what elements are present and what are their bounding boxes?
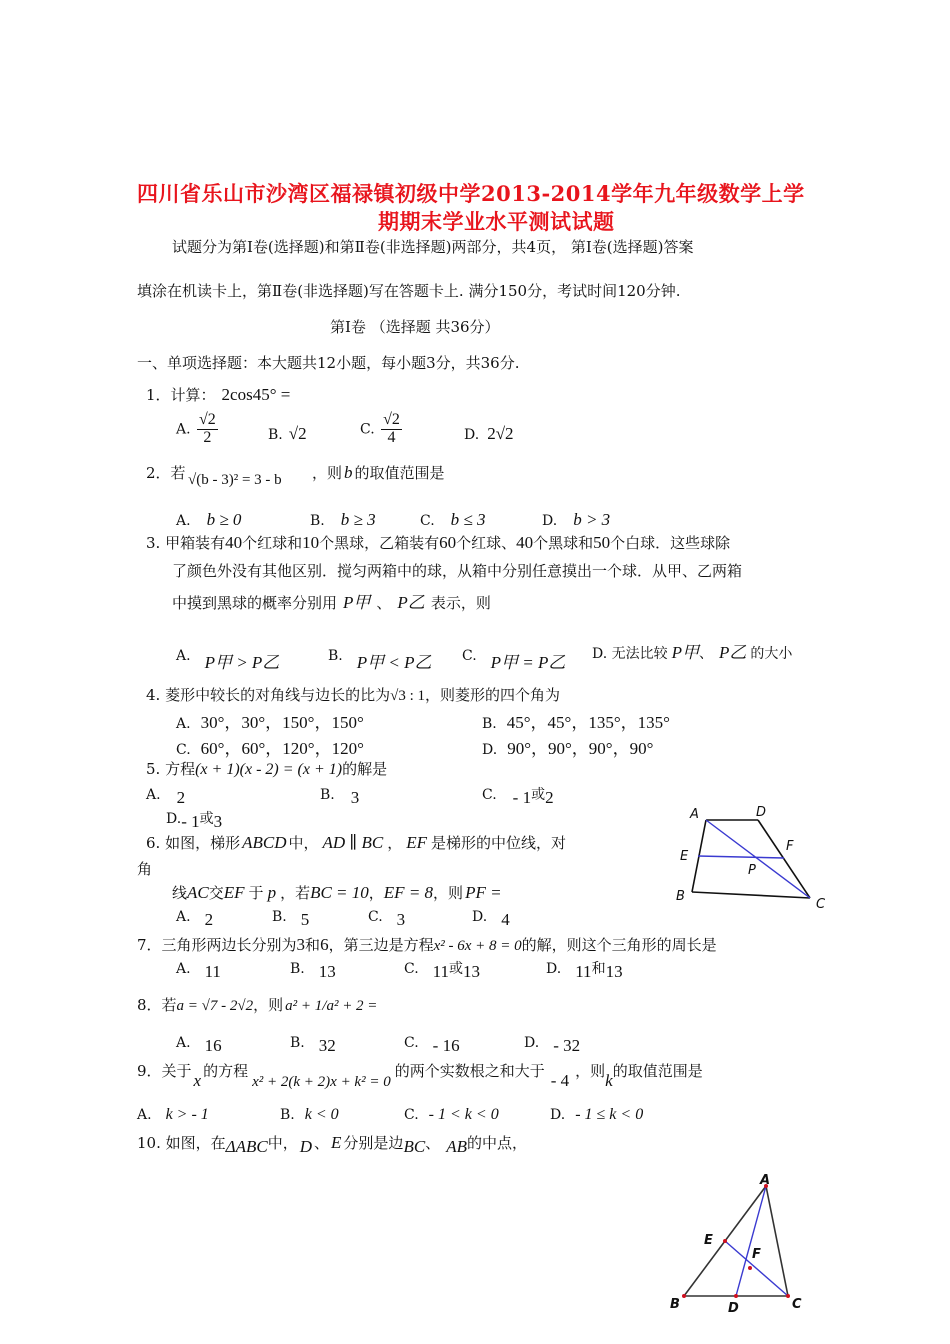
q3-option-d: D. 无法比较 P甲、 P乙 的大小 (592, 643, 793, 662)
q5-option-b: B. 3 (320, 787, 360, 807)
q1-option-d: D. 2√2 (464, 424, 514, 443)
q2-option-c: C. b ≤ 3 (420, 510, 486, 529)
q9-option-b: B. k < 0 (280, 1106, 339, 1123)
section-header: 第Ⅰ卷 （选择题 共36分） (330, 318, 500, 336)
title-line-2: 期期末学业水平测试试题 (378, 209, 615, 234)
label-C: C (816, 897, 826, 912)
q9-option-d: D. - 1 ≤ k < 0 (550, 1106, 644, 1123)
q5-stem: 5. 方程(x + 1)(x - 2) = (x + 1)的解是 (146, 760, 388, 778)
label-E: E (680, 849, 689, 864)
q3-option-b: B. P甲 < P乙 (328, 648, 432, 672)
part-one-heading: 一、单项选择题：本大题共12小题，每小题3分，共36分. (137, 354, 520, 372)
q3-line-1: 3. 甲箱装有40个红球和10个黑球，乙箱装有60个红球、40个黑球和50个白球．这些球除 (146, 533, 731, 552)
q1-option-b: B. √2 (268, 424, 307, 443)
q9-option-c: C. - 1 < k < 0 (404, 1106, 499, 1123)
q6-option-a: A. 2 (176, 909, 214, 929)
q4-option-d: D. 90°，90°，90°，90° (482, 739, 654, 758)
q8-option-b: B. 32 (290, 1035, 336, 1055)
triangle-figure (660, 1172, 820, 1322)
q7-option-b: B. 13 (290, 961, 336, 981)
q4-stem: 4. 菱形中较长的对角线与边长的比为√3 : 1，则菱形的四个角为 (146, 686, 561, 704)
q3-line-2: 了颜色外没有其他区别．搅匀两箱中的球，从箱中分别任意摸出一个球．从甲、乙两箱 (172, 562, 743, 580)
q3-option-c: C. P甲 = P乙 (462, 648, 566, 672)
q6-option-d: D. 4 (472, 909, 510, 929)
q4-option-b: B. 45°，45°，135°，135° (482, 713, 670, 732)
q1-stem: 1．计算： 2cos45° = (146, 385, 291, 404)
intro-line-1: 试题分为第Ⅰ卷(选择题)和第Ⅱ卷(非选择题)两部分，共4页， 第Ⅰ卷(选择题)答案 (172, 238, 694, 256)
q3-line-3: 中摸到黑球的概率分别用 P甲 、 P乙 表示，则 (172, 593, 491, 612)
q8-option-c: C. - 16 (404, 1035, 460, 1055)
intro-line-2: 填涂在机读卡上，第Ⅱ卷(非选择题)写在答题卡上. 满分150分，考试时间120分钟. (137, 282, 681, 300)
q4-option-a: A. 30°，30°，150°，150° (176, 713, 364, 732)
label-D: D (756, 805, 767, 820)
q6-option-c: C. 3 (368, 909, 406, 929)
title-line-1: 四川省乐山市沙湾区福禄镇初级中学2013-2014学年九年级数学上学 (137, 181, 805, 206)
q6-line-1: 6. 如图，梯形 ABCD 中， AD ∥ BC ， EF 是梯形的中位线，对 (146, 833, 567, 852)
label-P: P (748, 863, 756, 878)
q3-option-a: A. P甲 > P乙 (176, 648, 280, 672)
q7-option-d: D. 11和13 (546, 961, 623, 981)
q2-stem: 2．若 (146, 464, 186, 482)
q2-option-a: A. b ≥ 0 (176, 510, 242, 529)
q7-option-a: A. 11 (176, 961, 221, 981)
q2-expression: √(b - 3)² = 3 - b (188, 472, 282, 488)
q6-line-3: 线AC交EF 于 p ，若BC = 10，EF = 8，则 PF = (172, 883, 502, 902)
q1-option-a: A. $\frac{√2}{2}$ (176, 411, 216, 446)
label-E: E (704, 1233, 713, 1248)
label-A: A (760, 1173, 771, 1188)
q9-stem: 9．关于 x 的方程x² + 2(k + 2)x + k² = 0的两个实数根之和大于 - 4 ，则k的取值范围是 (137, 1062, 703, 1090)
q1-option-c: C. $\frac{√2}{4}$ (360, 411, 400, 446)
label-B: B (670, 1297, 680, 1312)
q4-option-c: C. 60°，60°，120°，120° (176, 739, 364, 758)
q5-option-c: C. - 1或2 (482, 787, 554, 807)
label-D: D (728, 1301, 739, 1316)
q7-option-c: C. 11或13 (404, 961, 481, 981)
q7-stem: 7．三角形两边长分别为3和6，第三边是方程x² - 6x + 8 = 0的解，则这个三角形的周长是 (137, 935, 717, 954)
q6-line-2: 角 (137, 860, 153, 878)
q9-option-a: A. k > - 1 (137, 1106, 209, 1123)
q2-stem-end: ，则 b 的取值范围是 (312, 463, 445, 482)
q2-option-b: B. b ≥ 3 (310, 510, 376, 529)
label-A: A (690, 807, 699, 822)
q10-stem: 10. 如图，在ΔABC中， D 、 E 分别是边BC、 AB的中点， (137, 1133, 527, 1156)
label-F: F (752, 1247, 761, 1262)
q8-option-d: D. - 32 (524, 1035, 581, 1055)
trapezoid-figure (670, 800, 840, 920)
q8-option-a: A. 16 (176, 1035, 222, 1055)
q1-expression: 2cos45° = (221, 385, 291, 404)
label-C: C (792, 1297, 802, 1312)
label-F: F (786, 839, 794, 854)
q5-option-a: A. 2 (146, 787, 186, 807)
q2-option-d: D. b > 3 (542, 510, 611, 529)
q6-option-b: B. 5 (272, 909, 310, 929)
q5-option-d: D.- 1或3 (166, 811, 223, 831)
label-B: B (676, 889, 685, 904)
q8-stem: 8．若a = √7 - 2√2，则 a² + 1/a² + 2 = (137, 996, 378, 1014)
